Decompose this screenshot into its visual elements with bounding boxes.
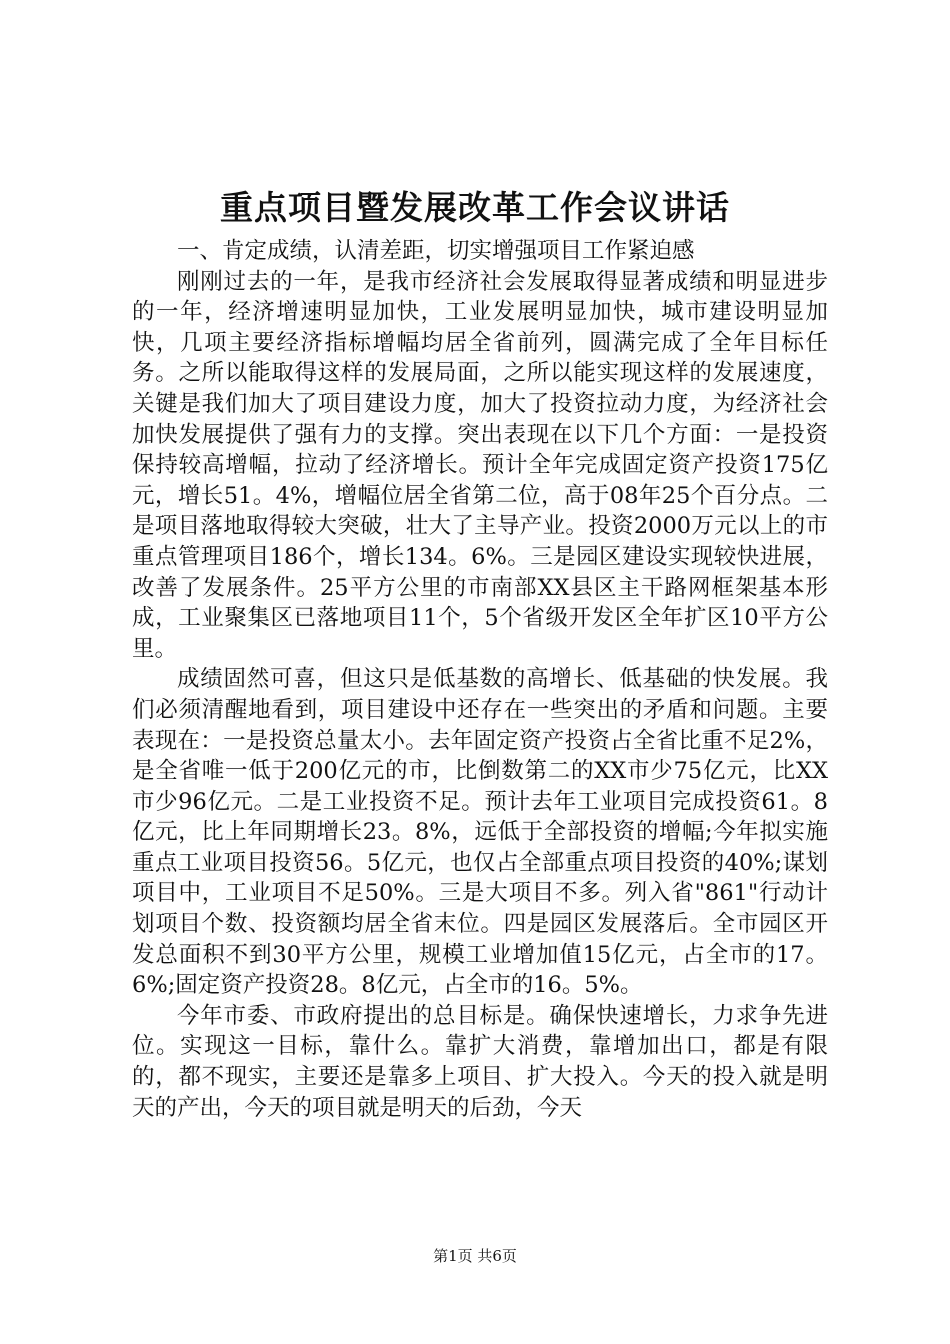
document-title: 重点项目暨发展改革工作会议讲话 [220, 188, 730, 227]
document-body [132, 236, 828, 1123]
paragraph: 成绩固然可喜，但这只是低基数的高增长、低基础的快发展。我们必须清醒地看到，项目建设中还存在一些突出的矛盾和问题。主要表现在：一是投资总量太小。去年固定资产投资占全省比重不足2%，是全省唯一低于200亿元的市，比倒数第二的XX市少75亿元，比XX市少96亿元。二是工业投资不足。预计去年工业项目完成投资61。8亿元，比上年同期增长23。8%，远低于全部投资的增幅;今年拟实施重点工业项目投资56。5亿元，也仅占全部重点项目投资的40%;谋划项目中，工业项目不足50%。三是大项目不多。列入省"861"行动计划项目个数、投资额均居全省末位。四是园区发展落后。全市园区开发总面积不到30平方公里，规模工业增加值15亿元，占全市的17。6%;固定资产投资28。8亿元，占全市的16。5%。 [132, 666, 828, 999]
page-number-footer: 第1页 共6页 [433, 1247, 517, 1265]
paragraph: 今年市委、市政府提出的总目标是。确保快速增长，力求争先进位。实现这一目标，靠什么。靠扩大消费，靠增加出口，都是有限的，都不现实，主要还是靠多上项目、扩大投入。今天的投入就是明天的产出，今天的项目就是明天的后劲，今天 [132, 1002, 828, 1121]
section-heading: 一、肯定成绩，认清差距，切实增强项目工作紧迫感 [177, 238, 695, 264]
paragraph: 刚刚过去的一年，是我市经济社会发展取得显著成绩和明显进步的一年，经济增速明显加快，工业发展明显加快，城市建设明显加快，几项主要经济指标增幅均居全省前列，圆满完成了全年目标任务。之所以能取得这样的发展局面，之所以能实现这样的发展速度，关键是我们加大了项目建设力度，加大了投资拉动力度，为经济社会加快发展提供了强有力的支撑。突出表现在以下几个方面：一是投资保持较高增幅，拉动了经济增长。预计全年完成固定资产投资175亿元，增长51。4%，增幅位居全省第二位，高于08年25个百分点。二是项目落地取得较大突破，壮大了主导产业。投资2000万元以上的市重点管理项目186个，增长134。6%。三是园区建设实现较快进展，改善了发展条件。25平方公里的市南部XX县区主干路网框架基本形成，工业聚集区已落地项目11个，5个省级开发区全年扩区10平方公里。 [132, 268, 828, 662]
